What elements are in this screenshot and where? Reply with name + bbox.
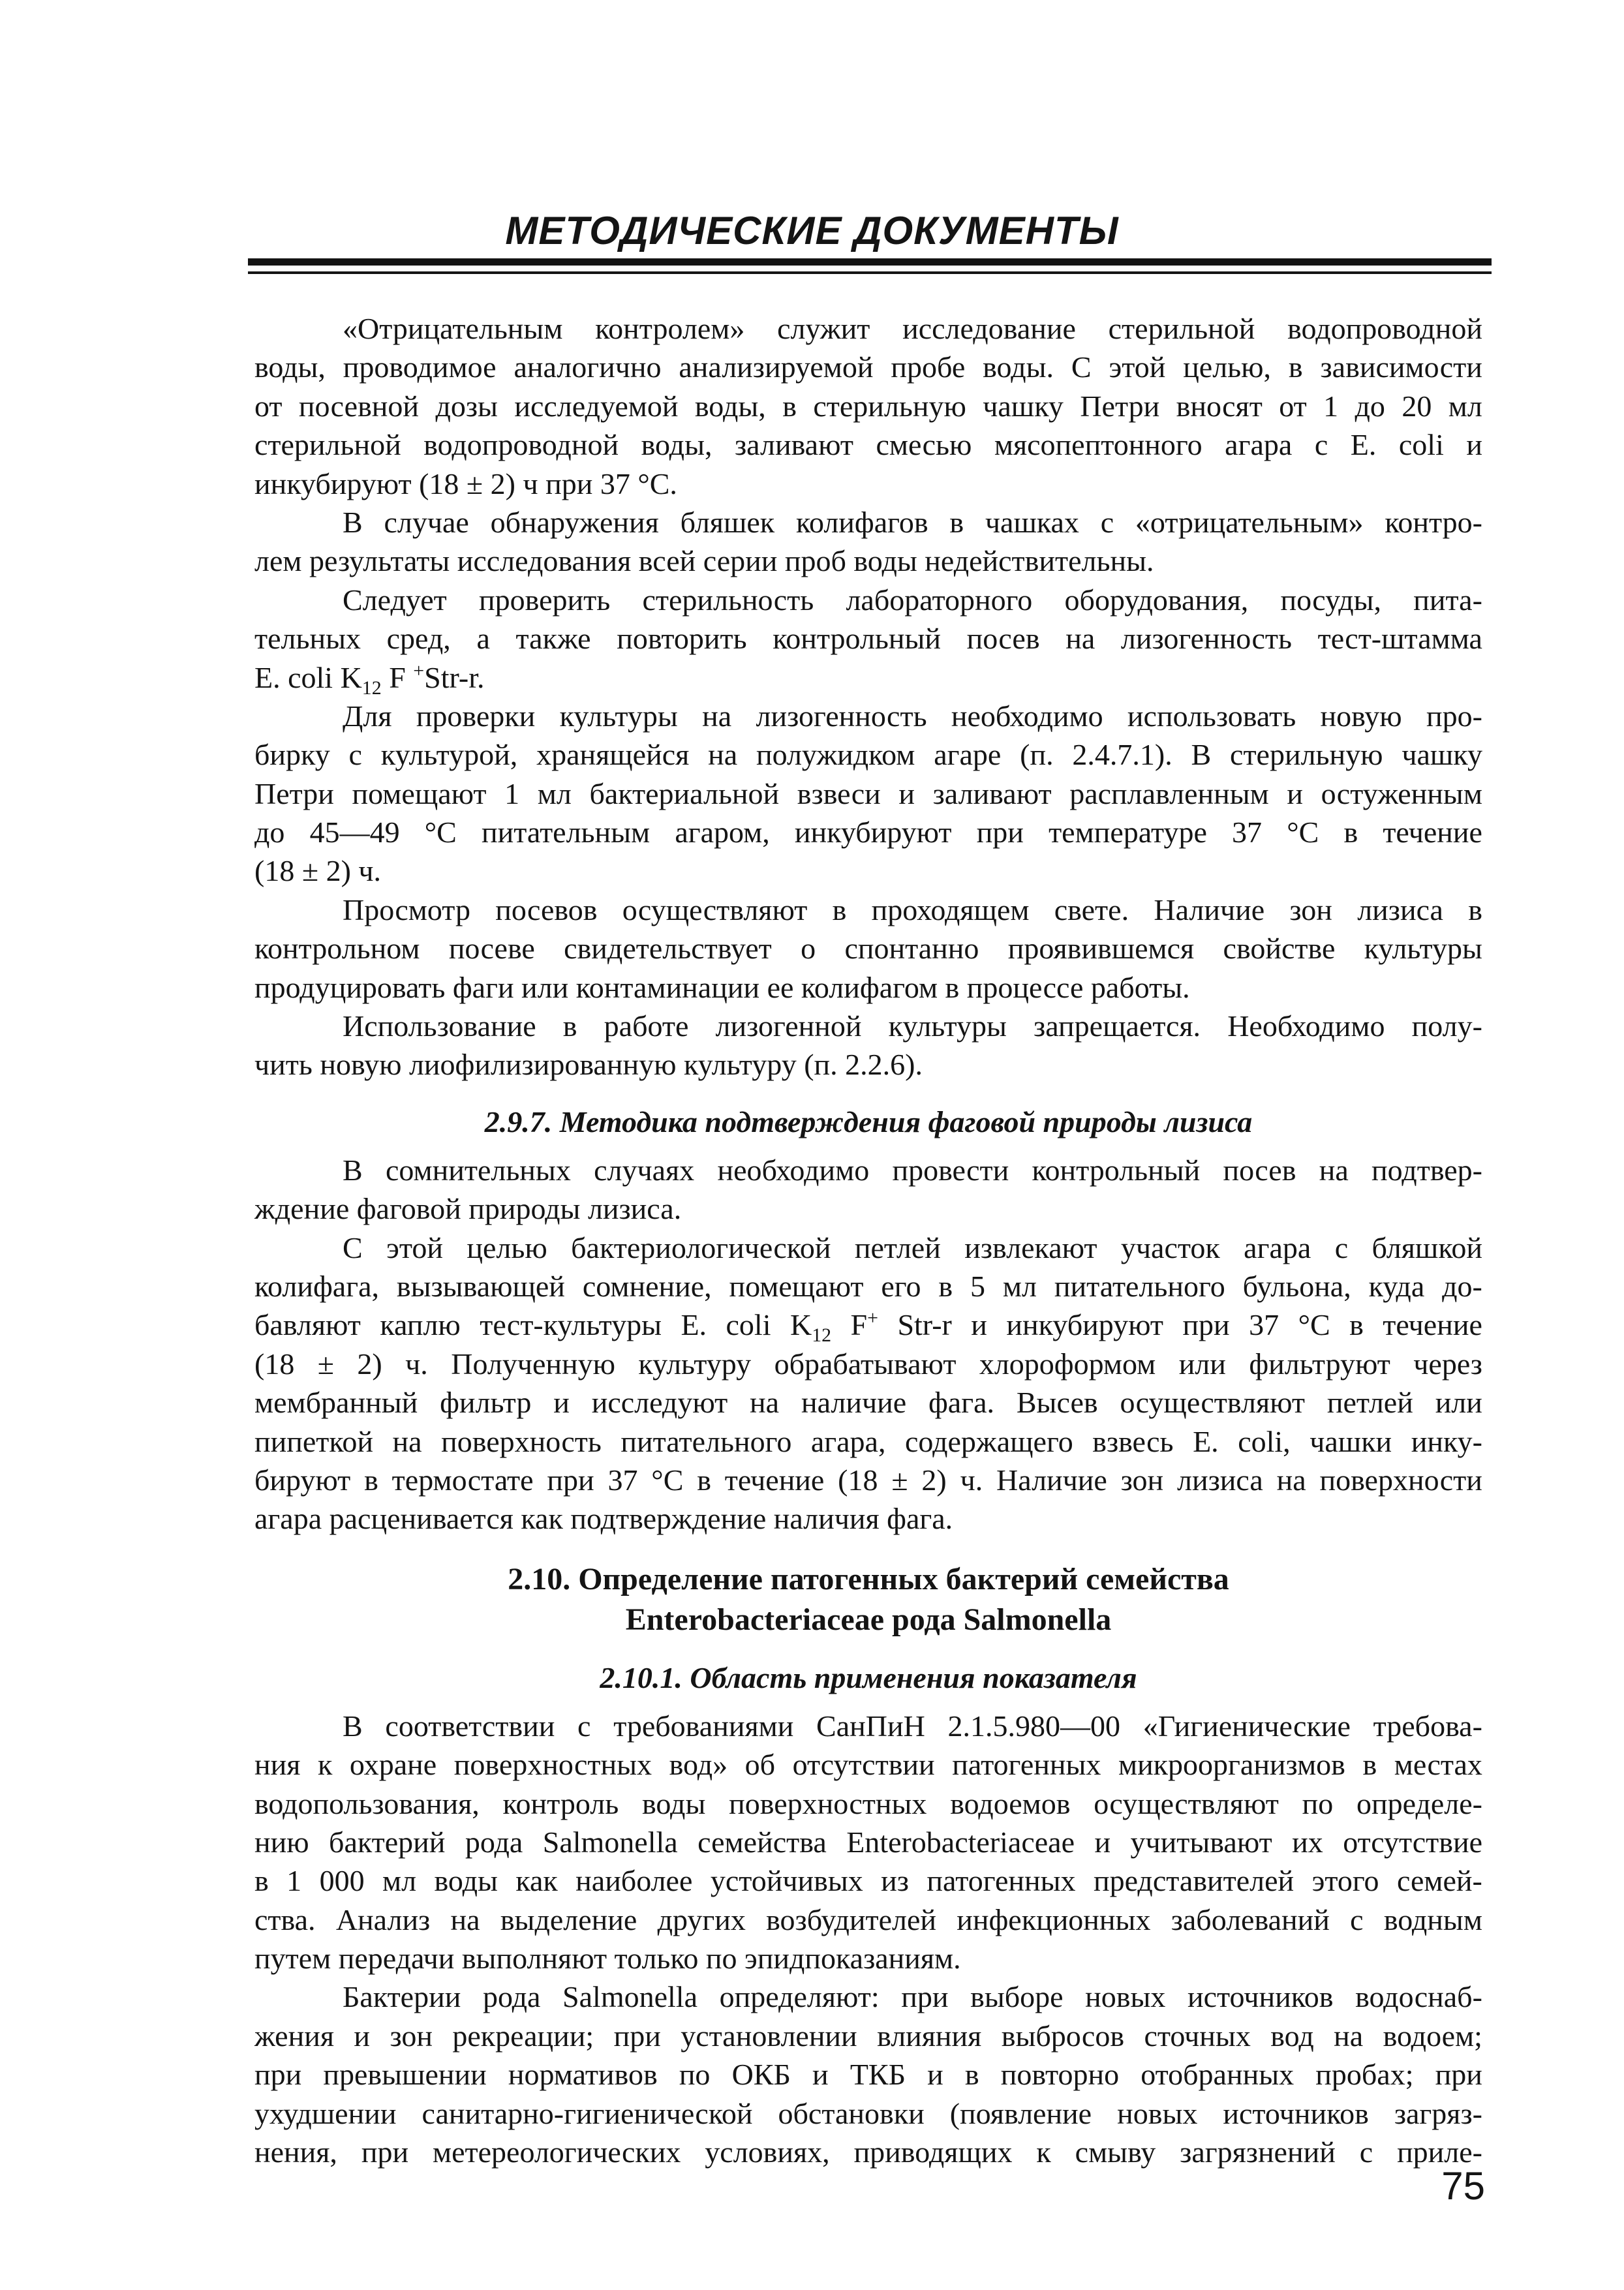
paragraph-line: продуцировать фаги или контаминации ее колифагом в процессе работы. [254,970,1190,1004]
paragraph-line: ства. Анализ на выделение других возбудителей инфекционных заболеваний с водным [254,1902,1482,1936]
section-heading-line: 2.10. Определение патогенных бактерий семейства [508,1561,1229,1596]
paragraph-line: (18 ± 2) ч. Полученную культуру обрабатывают хлороформом или фильтруют через [254,1347,1482,1381]
paragraph [254,1707,1482,1978]
paragraph-line: инкубируют (18 ± 2) ч при 37 °С. [254,466,677,500]
paragraph-line: С этой целью бактериологической петлей извлекают участок агара с бляшкой [343,1230,1482,1264]
paragraph-line: до 45—49 °С питательным агаром, инкубируют при температуре 37 °С в течение [254,816,1482,849]
section-heading-line: Enterobacteriaceae рода Salmonella [625,1602,1112,1637]
paragraph-line: В сомнительных случаях необходимо провести контрольный посев на подтвер- [343,1153,1482,1187]
paragraph-line: при превышении нормативов по ОКБ и ТКБ и в повторно отобранных пробах; при [254,2058,1482,2092]
paragraph [254,309,1482,503]
paragraph-line: E. coli $K_{12}$ F +Str-r. [254,660,485,699]
section-heading-italic: 2.9.7. Методика подтверждения фаговой природы лизиса [484,1105,1253,1138]
paragraph-line: в 1 000 мл воды как наиболее устойчивых из патогенных представителей этого семей- [254,1864,1482,1898]
paragraph-line: контрольном посеве свидетельствует о спонтанно проявившемся свойстве культуры [254,932,1482,966]
paragraph-line: (18 ± 2) ч. [254,854,382,888]
document-body [254,309,1482,2171]
paragraph [254,1007,1482,1084]
paragraph-line: В соответствии с требованиями СанПиН 2.1.5.980—00 «Гигиенические требова- [343,1709,1482,1743]
header-rule-thick [248,258,1492,266]
paragraph [254,697,1482,891]
paragraph-line: ухудшении санитарно-гигиенической обстановки (появление новых источников загряз- [254,2096,1482,2130]
paragraph [254,1151,1482,1229]
paragraph-line: водопользования, контроль воды поверхностных водоемов осуществляют по определе- [254,1786,1482,1820]
paragraph-line: стерильной водопроводной воды, заливают смесью мясопептонного агара с E. coli и [254,428,1482,462]
paragraph [254,891,1482,1007]
paragraph-line: от посевной дозы исследуемой воды, в стерильную чашку Петри вносят от 1 до 20 мл [254,389,1482,423]
paragraph-line: «Отрицательным контролем» служит исследование стерильной водопроводной [343,312,1482,345]
paragraph-line: пипеткой на поверхность питательного агара, содержащего взвесь E. coli, чашки инку- [254,1424,1482,1458]
paragraph-line: путем передачи выполняют только по эпидпоказаниям. [254,1942,961,1976]
paragraph [254,581,1482,697]
paragraph [254,503,1482,581]
paragraph-line: лем результаты исследования всей серии проб воды недействительны. [254,544,1154,578]
paragraph [254,1977,1482,2171]
paragraph-line: Следует проверить стерильность лабораторного оборудования, посуды, пита- [343,583,1482,617]
paragraph-line: мембранный фильтр и исследуют на наличие фага. Высев осуществляют петлей или [254,1386,1482,1420]
section-heading-italic: 2.10.1. Область применения показателя [600,1660,1137,1694]
paragraph-line: чить новую лиофилизированную культуру (п. 2.2.6). [254,1048,923,1082]
paragraph-line: агара расценивается как подтверждение наличия фага. [254,1502,953,1536]
header-rule-thin [248,271,1492,274]
paragraph-line: Бактерии рода Salmonella определяют: при выборе новых источников водоснаб- [343,1980,1482,2014]
paragraph-line: бирку с культурой, хранящейся на полужидком агаре (п. 2.4.7.1). В стерильную чашку [254,738,1482,772]
paragraph-line: ждение фаговой природы лизиса. [254,1192,682,1226]
paragraph-line: В случае обнаружения бляшек колифагов в чашках с «отрицательным» контро- [343,505,1482,539]
paragraph-line: бавляют каплю тест-культуры E. coli $K_{12}$ F+ Str-r и инкубируют при 37 °С в течение [254,1307,1482,1347]
paragraph-line: жения и зон рекреации; при установлении влияния выбросов сточных вод на водоем; [254,2019,1482,2053]
paragraph-line: воды, проводимое аналогично анализируемой пробе воды. С этой целью, в зависимости [254,350,1482,384]
paragraph-line: ния к охране поверхностных вод» об отсутствии патогенных микроорганизмов в местах [254,1748,1482,1782]
running-header-title: МЕТОДИЧЕСКИЕ ДОКУМЕНТЫ [505,209,1119,252]
paragraph-line: нию бактерий рода Salmonella семейства Enterobacteriaceae и учитывают их отсутствие [254,1825,1482,1859]
paragraph-line: тельных сред, а также повторить контрольный посев на лизогенность тест-штамма [254,622,1482,656]
page-number: 75 [1441,2164,1485,2208]
paragraph-line: Использование в работе лизогенной культуры запрещается. Необходимо полу- [343,1009,1482,1043]
section-heading-bold [254,1559,1482,1640]
paragraph-line: колифага, вызывающей сомнение, помещают его в 5 мл питательного бульона, куда до- [254,1269,1482,1303]
paragraph-line: нения, при метереологических условиях, приводящих к смыву загрязнений с приле- [254,2135,1482,2169]
paragraph-line: Просмотр посевов осуществляют в проходящем свете. Наличие зон лизиса в [343,893,1482,926]
paragraph [254,1229,1482,1538]
paragraph-line: Для проверки культуры на лизогенность необходимо использовать новую про- [343,699,1482,733]
paragraph-line: бируют в термостате при 37 °С в течение (18 ± 2) ч. Наличие зон лизиса на поверхности [254,1463,1482,1497]
paragraph-line: Петри помещают 1 мл бактериальной взвеси и заливают расплавленным и остуженным [254,776,1482,810]
